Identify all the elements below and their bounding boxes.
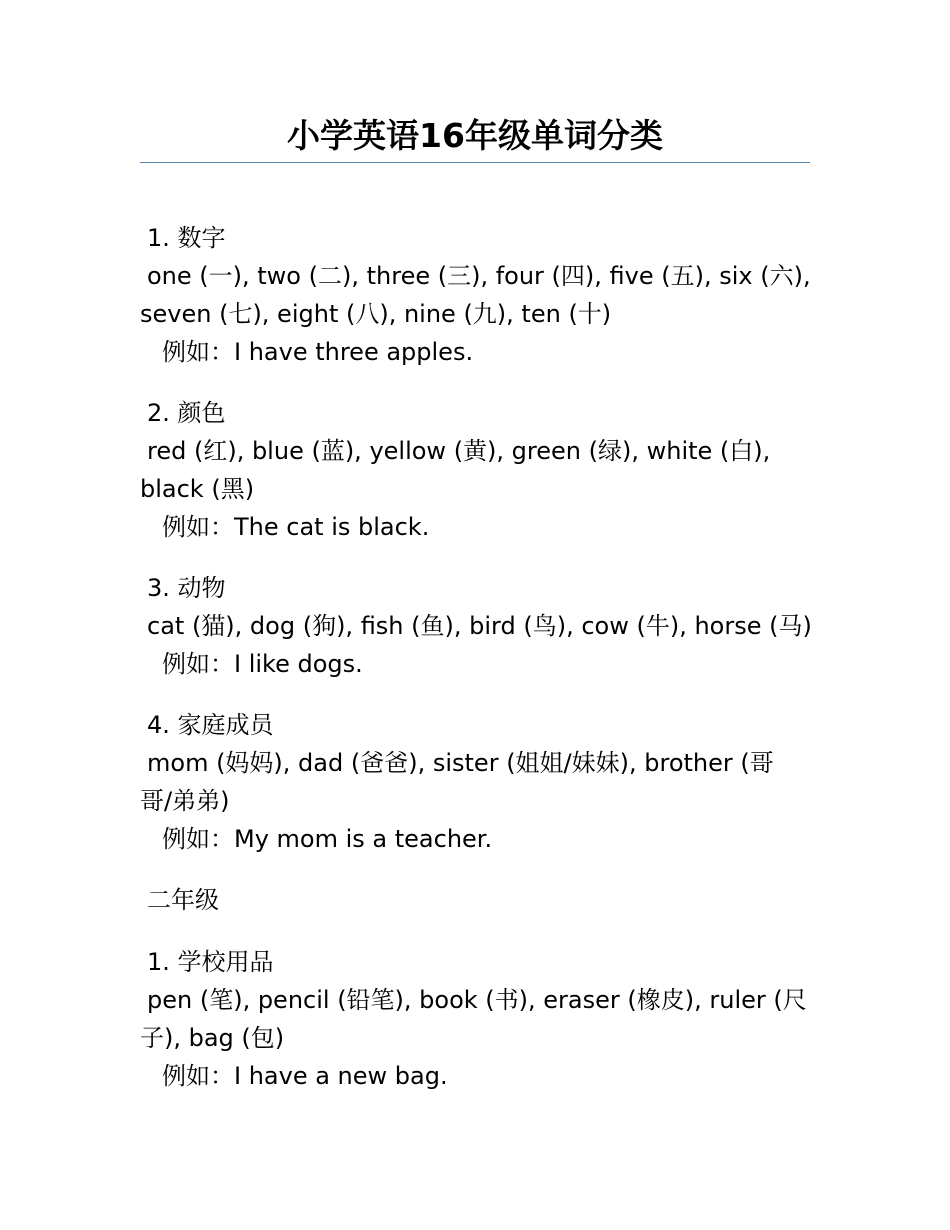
example-sentence: 例如：I like dogs. <box>162 650 363 678</box>
section-heading-school-supplies: 1. 学校用品 <box>147 948 274 976</box>
grade-heading: 二年级 <box>147 886 219 914</box>
word-list-line: one (一), two (二), three (三), four (四), five (五), six (六), <box>147 262 811 290</box>
example-sentence: 例如：The cat is black. <box>162 513 430 541</box>
word-list-line: pen (笔), pencil (铅笔), book (书), eraser (橡皮), ruler (尺 <box>147 986 807 1014</box>
word-list-line: 子), bag (包) <box>140 1024 285 1052</box>
example-sentence: 例如：I have a new bag. <box>162 1062 448 1090</box>
word-list-line: red (红), blue (蓝), yellow (黄), green (绿), white (白), <box>147 437 771 465</box>
section-heading-animals: 3. 动物 <box>147 574 226 602</box>
word-list-line: cat (猫), dog (狗), fish (鱼), bird (鸟), cow (牛), horse (马) <box>147 612 812 640</box>
section-heading-numbers: 1. 数字 <box>147 224 226 252</box>
section-heading-family: 4. 家庭成员 <box>147 711 274 739</box>
word-list-line: black (黑) <box>140 475 255 503</box>
example-sentence: 例如：My mom is a teacher. <box>162 825 493 853</box>
word-list-line: 哥/弟弟) <box>140 787 230 815</box>
page-title: 小学英语16年级单词分类 <box>287 116 663 155</box>
example-sentence: 例如：I have three apples. <box>162 338 474 366</box>
section-heading-colors: 2. 颜色 <box>147 399 226 427</box>
title-divider <box>140 162 810 163</box>
word-list-line: mom (妈妈), dad (爸爸), sister (姐姐/妹妹), brother (哥 <box>147 749 774 777</box>
word-list-line: seven (七), eight (八), nine (九), ten (十) <box>140 300 612 328</box>
